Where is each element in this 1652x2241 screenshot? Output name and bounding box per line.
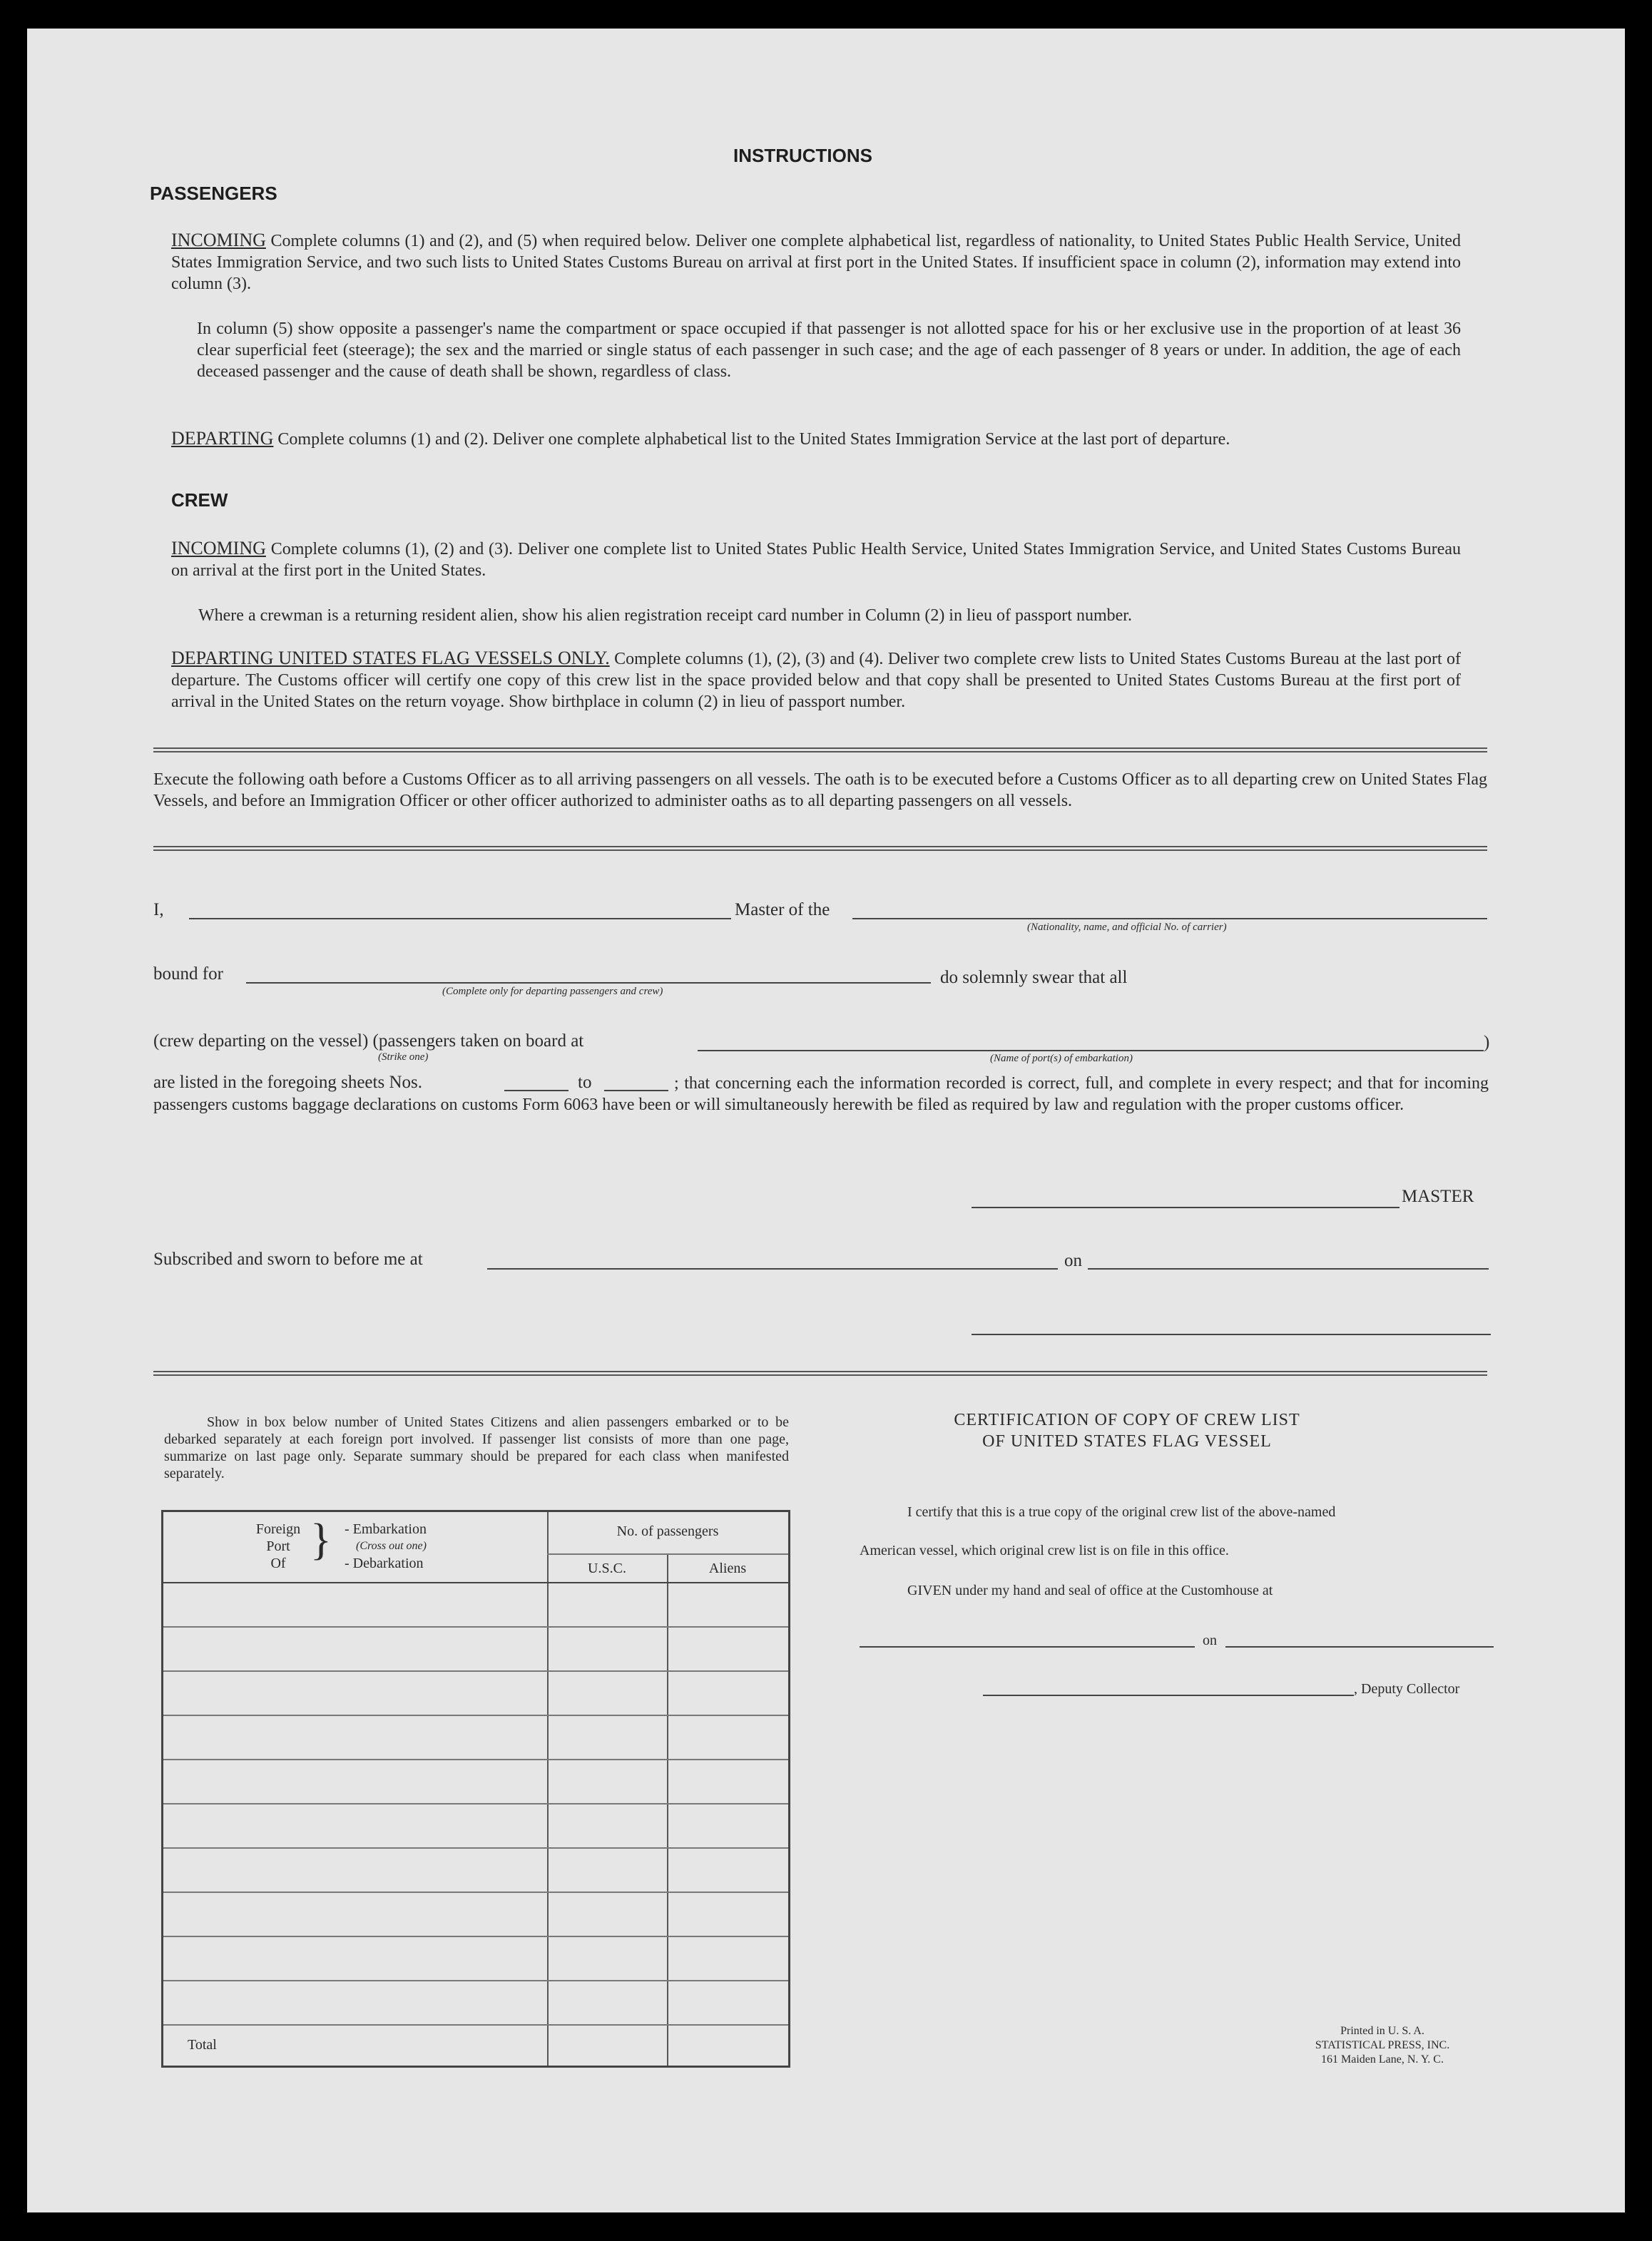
table-row	[163, 1670, 788, 1672]
column-divider	[667, 1553, 668, 2066]
master-label: MASTER	[1402, 1187, 1474, 1206]
subscribed-label: Subscribed and sworn to before me at	[153, 1250, 423, 1269]
carrier-field[interactable]	[852, 918, 1487, 919]
table-row	[163, 1759, 788, 1760]
passengers-incoming-text: Complete columns (1) and (2), and (5) when required below. Deliver one complete alphabetical list, regardless of nationality, to United States Public Health Service, United States Immigration Service, and two such lists to United States Customs Bureau on arrival at first port in the United States. If insufficient space in column (2), information may extend into column (3).	[171, 232, 1462, 293]
row-divider	[547, 1553, 788, 1555]
sworn-date-field[interactable]	[1088, 1268, 1489, 1270]
passengers-departing-paragraph	[171, 428, 1461, 450]
close-paren: )	[1484, 1033, 1490, 1052]
divider	[153, 846, 1487, 851]
oath-body-text: ; that concerning each the information recorded is correct, full, and complete in every respect; and that for incoming passengers customs baggage declarations on customs Form 6063 have been or will simultaneously herewith be filed as required by law and regulation with the proper customs officer.	[153, 1074, 1489, 1114]
embarkation-ports-field[interactable]	[698, 1050, 1484, 1051]
passengers-departing-text: Complete columns (1) and (2). Deliver one complete alphabetical list to the United States Immigration Service at the last port of departure.	[277, 430, 1230, 449]
crew-heading: CREW	[171, 489, 228, 511]
printer-line2: STATISTICAL PRESS, INC.	[1315, 2039, 1450, 2051]
debarkation-label: - Debarkation	[345, 1556, 424, 1571]
page-title: INSTRUCTIONS	[733, 145, 872, 166]
passengers-departing-label: DEPARTING	[171, 428, 274, 449]
certification-title	[842, 1409, 1412, 1452]
divider	[153, 1371, 1487, 1376]
sworn-place-field[interactable]	[487, 1268, 1058, 1270]
aliens-header: Aliens	[708, 1561, 747, 1576]
table-row	[163, 2024, 788, 2026]
certify-line3: GIVEN under my hand and seal of office at the Customhouse at	[907, 1583, 1273, 1598]
passengers-count-header: No. of passengers	[616, 1523, 719, 1539]
customhouse-field[interactable]	[860, 1646, 1195, 1648]
deputy-collector-signature-field[interactable]	[983, 1695, 1354, 1696]
divider	[153, 747, 1487, 752]
table-row	[163, 1892, 788, 1893]
printer-line3: 161 Maiden Lane, N. Y. C.	[1321, 2053, 1444, 2066]
bound-caption: (Complete only for departing passengers and crew)	[442, 986, 663, 997]
of-label: Of	[270, 1556, 286, 1571]
certification-title-line2: OF UNITED STATES FLAG VESSEL	[982, 1432, 1272, 1451]
master-signature-field[interactable]	[972, 1207, 1399, 1208]
crew-departing-text: Complete columns (1), (2), (3) and (4). Deliver two complete crew lists to United States Customs Bureau at the last port of departure. The Customs officer will certify one copy of this crew list in the space provided below and that copy shall be presented to United States Customs Bureau at the first port of arrival in the United States on the return voyage. Show birthplace in column (2) in lieu of passport number.	[171, 650, 1461, 711]
bound-for-label: bound for	[153, 964, 223, 984]
to-word: to	[578, 1073, 592, 1092]
embark-header	[345, 1521, 427, 1572]
certification-title-line1: CERTIFICATION OF COPY OF CREW LIST	[954, 1411, 1300, 1429]
passengers-incoming-label: INCOMING	[171, 230, 266, 250]
usc-header: U.S.C.	[588, 1561, 626, 1576]
crew-departing-paragraph	[171, 648, 1461, 713]
table-row	[163, 1847, 788, 1849]
oath-i-label: I,	[153, 900, 164, 919]
crew-resident-paragraph: Where a crewman is a returning resident alien, show his alien registration receipt card number in Column (2) in lieu of passport number.	[198, 606, 1132, 625]
crew-departing-text: (crew departing on the vessel) (passengers taken on board at	[153, 1031, 584, 1051]
passengers-incoming-paragraph	[171, 230, 1461, 295]
table-row	[163, 1803, 788, 1804]
passengers-heading: PASSENGERS	[150, 183, 277, 204]
officer-signature-field[interactable]	[972, 1334, 1491, 1335]
embarkation-label: - Embarkation	[345, 1521, 427, 1537]
certify-line1: I certify that this is a true copy of the original crew list of the above-named	[907, 1504, 1336, 1520]
deputy-collector-label: , Deputy Collector	[1354, 1681, 1460, 1697]
crew-incoming-label: INCOMING	[171, 538, 266, 558]
printer-line1: Printed in U. S. A.	[1340, 2025, 1424, 2037]
crew-incoming-text: Complete columns (1), (2) and (3). Deliver one complete list to United States Public Health Service, United States Immigration Service, and United States Customs Bureau on arrival at the first port in the United States.	[171, 540, 1462, 580]
crew-incoming-paragraph	[171, 538, 1461, 581]
foreign-port-header	[246, 1521, 310, 1572]
certify-on-label: on	[1203, 1633, 1217, 1648]
table-row	[163, 1980, 788, 1981]
total-label: Total	[188, 2037, 217, 2053]
table-row	[163, 1715, 788, 1716]
table-row	[163, 1936, 788, 1937]
carrier-caption: (Nationality, name, and official No. of carrier)	[1027, 922, 1227, 933]
ports-caption: (Name of port(s) of embarkation)	[990, 1053, 1133, 1064]
bound-for-field[interactable]	[246, 982, 931, 984]
port-label: Port	[266, 1538, 290, 1554]
oath-instructions: Execute the following oath before a Customs Officer as to all arriving passengers on all vessels. The oath is to be executed before a Customs Officer as to all departing crew on United States Flag Vessels, and before an Immigration Officer or other officer authorized to administer oaths as to all departing passengers on all vessels.	[153, 770, 1487, 810]
strike-caption: (Strike one)	[378, 1051, 429, 1063]
certify-date-field[interactable]	[1225, 1646, 1494, 1648]
printer-imprint	[1275, 2024, 1489, 2067]
table-row	[163, 1626, 788, 1628]
master-of-the-label: Master of the	[735, 900, 830, 919]
master-name-field[interactable]	[189, 918, 731, 919]
swear-text: do solemnly swear that all	[940, 968, 1128, 987]
cross-out-label: (Cross out one)	[356, 1540, 427, 1552]
brace-icon: }	[310, 1516, 332, 1564]
passengers-column5-paragraph: In column (5) show opposite a passenger's name the compartment or space occupied if that passenger is not allotted space for his or her exclusive use in the proportion of at least 36 clear superficial feet (steerage); the sex and the married or single status of each passenger in such case; and the age of each passenger of 8 years or under. In addition, the age of each deceased passenger and the cause of death shall be shown, regardless of class.	[197, 320, 1461, 381]
sworn-on-label: on	[1064, 1251, 1082, 1270]
summary-note: Show in box below number of United States Citizens and alien passengers embarked or to be debarked separately at each foreign port involved. If passenger list consists of more than one page, summarize on last page only. Separate summary should be prepared for each class when manifested separately.	[164, 1414, 789, 1481]
header-divider	[163, 1582, 788, 1583]
foreign-label: Foreign	[255, 1521, 301, 1537]
passenger-summary-table	[161, 1510, 790, 2068]
listed-prefix: are listed in the foregoing sheets Nos.	[153, 1073, 422, 1092]
certify-line2: American vessel, which original crew list is on file in this office.	[860, 1543, 1229, 1558]
column-divider	[547, 1512, 549, 2066]
crew-departing-label: DEPARTING UNITED STATES FLAG VESSELS ONLY.	[171, 648, 610, 668]
